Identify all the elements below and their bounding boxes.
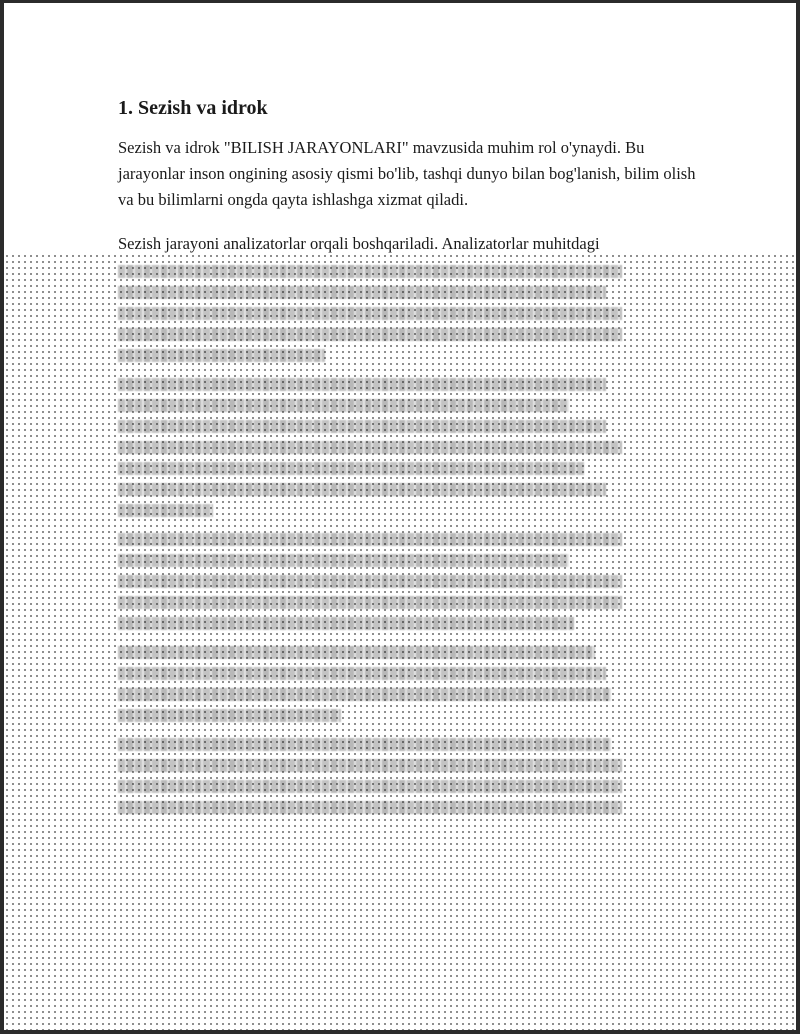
obscured-text-line xyxy=(118,759,622,772)
obscured-paragraph xyxy=(118,265,698,362)
obscured-text-line xyxy=(118,646,595,659)
obscured-text-line xyxy=(118,462,584,475)
intro-paragraph: Sezish va idrok "BILISH JARAYONLARI" mavzusida muhim rol o'ynaydi. Bu jarayonlar inson ongining asosiy qismi bo'lib, tashqi dunyo bilan bog'lanish, bilim olish va bu bilimlarni ongda qayta ishlashga xizmat qiladi. xyxy=(118,138,696,209)
obscured-text-line xyxy=(118,667,606,680)
obscured-text-line xyxy=(118,441,622,454)
obscured-text-line xyxy=(118,265,622,278)
obscured-paragraph xyxy=(118,738,698,814)
obscured-paragraph xyxy=(118,378,698,517)
obscured-paragraph xyxy=(118,646,698,722)
obscured-text-line xyxy=(118,801,622,814)
obscured-text-line xyxy=(118,483,606,496)
second-paragraph-start: Sezish jarayoni analizatorlar orqali boshqariladi. Analizatorlar muhitdagi xyxy=(118,234,600,253)
obscured-paragraph xyxy=(118,533,698,630)
obscured-text-line xyxy=(118,420,606,433)
obscured-text-line xyxy=(118,504,213,517)
obscured-text-line xyxy=(118,554,569,567)
obscured-text-line xyxy=(118,596,622,609)
obscured-text-line xyxy=(118,780,622,793)
obscured-text-line xyxy=(118,328,622,341)
document-content xyxy=(118,95,698,830)
section-heading: 1. Sezish va idrok xyxy=(118,97,268,119)
obscured-text-line xyxy=(118,286,606,299)
obscured-text-line xyxy=(118,378,606,391)
obscured-text-line xyxy=(118,307,622,320)
obscured-text-area xyxy=(118,265,698,814)
obscured-text-line xyxy=(118,533,622,546)
obscured-text-line xyxy=(118,709,341,722)
obscured-text-line xyxy=(118,349,325,362)
obscured-text-line xyxy=(118,688,611,701)
obscured-text-line xyxy=(118,575,622,588)
obscured-text-line xyxy=(118,738,611,751)
obscured-text-line xyxy=(118,617,574,630)
obscured-text-line xyxy=(118,399,569,412)
